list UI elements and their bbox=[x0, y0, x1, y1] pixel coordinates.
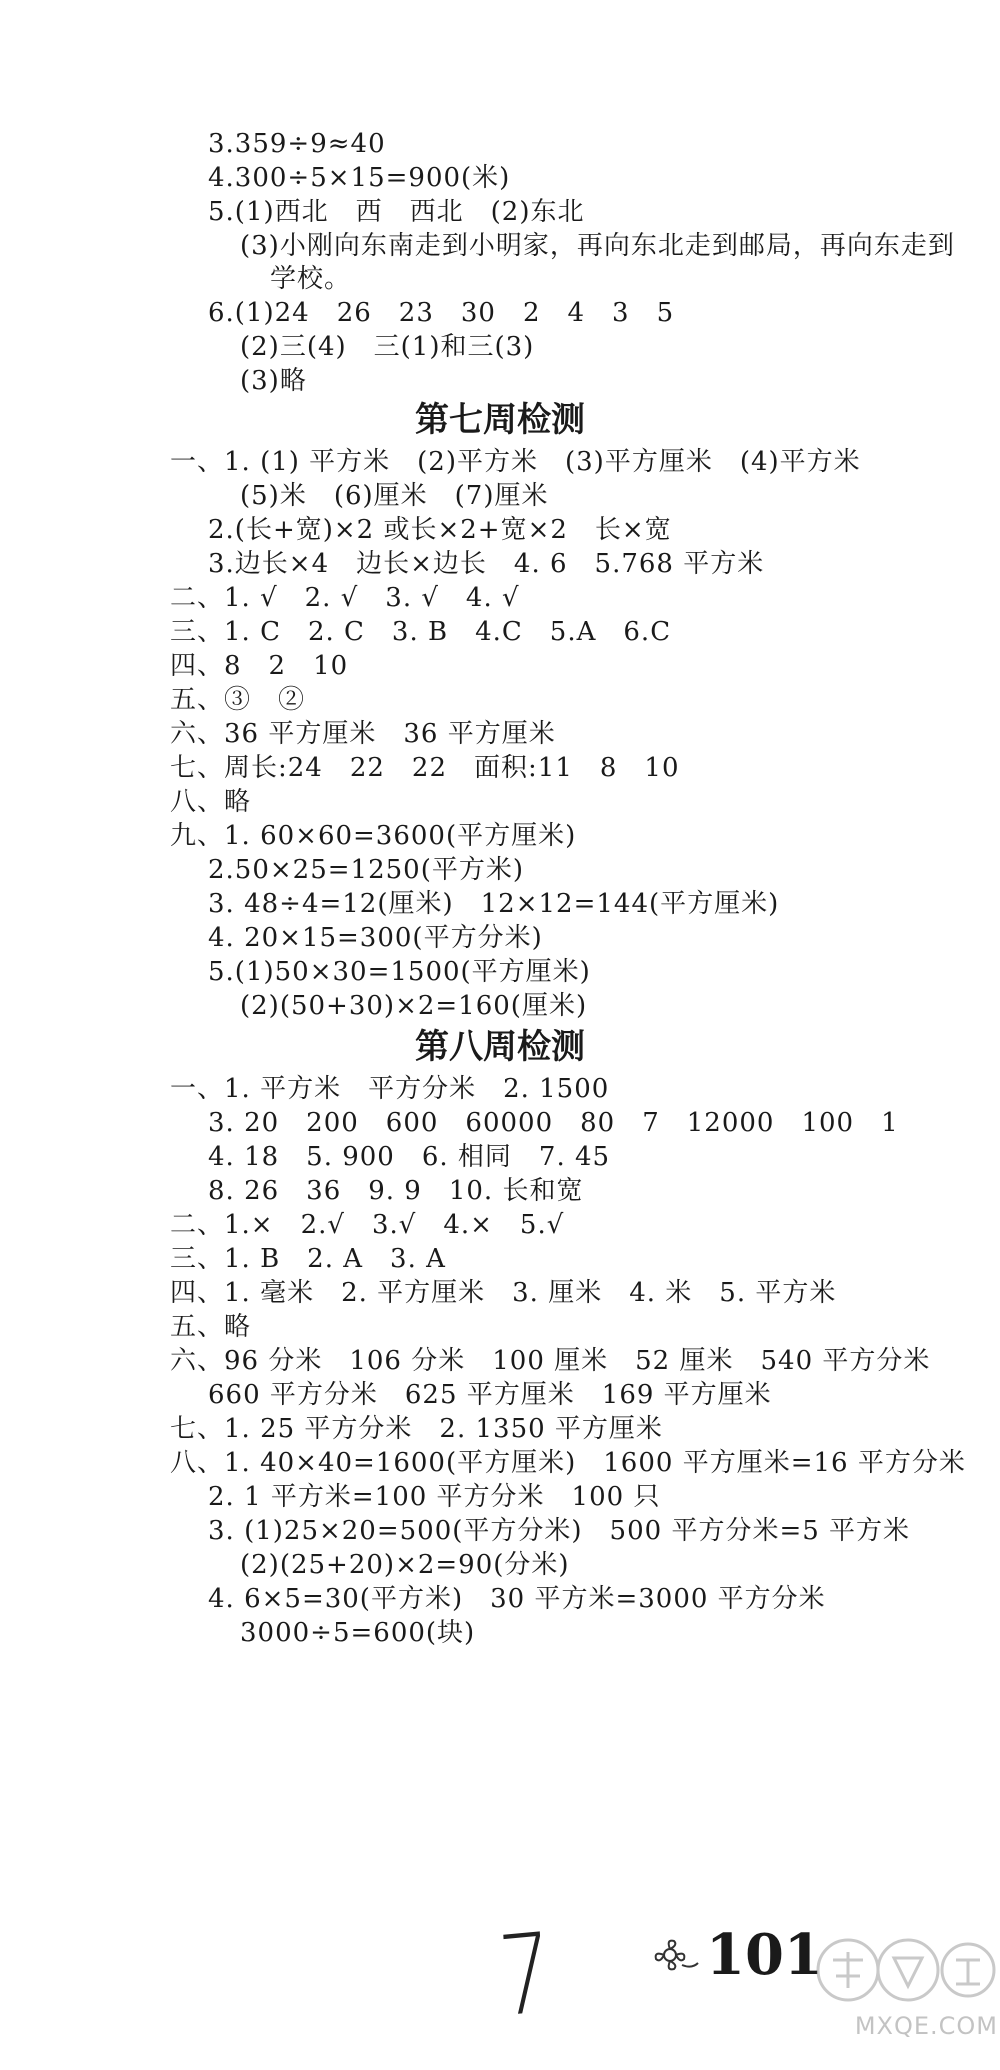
handwritten-mark: 7 bbox=[495, 1908, 555, 2042]
answer-line: 4.300÷5×15=900(米) bbox=[208, 163, 511, 193]
answer-line: 4. 20×15=300(平方分米) bbox=[208, 923, 543, 953]
answer-line: 三、1. B 2. A 3. A bbox=[170, 1244, 446, 1274]
answer-line: 二、1. √ 2. √ 3. √ 4. √ bbox=[170, 583, 520, 613]
watermark-text: MXQE.COM bbox=[854, 2012, 998, 2040]
answer-line: 6.(1)24 26 23 30 2 4 3 5 bbox=[208, 298, 675, 328]
answer-line: (2)三(4) 三(1)和三(3) bbox=[240, 332, 535, 362]
answer-line: 8. 26 36 9. 9 10. 长和宽 bbox=[208, 1176, 584, 1206]
section-title-week8: 第八周检测 bbox=[415, 1027, 585, 1067]
answer-line: 四、8 2 10 bbox=[170, 651, 349, 681]
flower-ornament-icon bbox=[652, 1935, 702, 1975]
watermark bbox=[808, 1930, 998, 2040]
answer-line: 3.359÷9≈40 bbox=[208, 129, 386, 159]
answer-line: 三、1. C 2. C 3. B 4.C 5.A 6.C bbox=[170, 617, 672, 647]
answer-line: 一、1. 平方米 平方分米 2. 1500 bbox=[170, 1074, 610, 1104]
page-number: 101 bbox=[706, 1922, 823, 1988]
answer-line: (5)米 (6)厘米 (7)厘米 bbox=[240, 481, 549, 511]
answer-line: 九、1. 60×60=3600(平方厘米) bbox=[170, 821, 577, 851]
answer-line: (2)(50+30)×2=160(厘米) bbox=[240, 991, 588, 1021]
answer-line: 5.(1)50×30=1500(平方厘米) bbox=[208, 957, 591, 987]
answer-line: (3)小刚向东南走到小明家，再向东北走到邮局，再向东走到 bbox=[240, 231, 955, 261]
answer-line: 八、1. 40×40=1600(平方厘米) 1600 平方厘米=16 平方分米 bbox=[170, 1448, 966, 1478]
answer-line: 五、略 bbox=[170, 1312, 252, 1342]
answer-line: 四、1. 毫米 2. 平方厘米 3. 厘米 4. 米 5. 平方米 bbox=[170, 1278, 837, 1308]
answer-line: 二、1.× 2.√ 3.√ 4.× 5.√ bbox=[170, 1210, 565, 1240]
answer-line: 六、96 分米 106 分米 100 厘米 52 厘米 540 平方分米 bbox=[170, 1346, 931, 1376]
answer-line: 3.边长×4 边长×边长 4. 6 5.768 平方米 bbox=[208, 549, 765, 579]
answer-line: 3000÷5=600(块) bbox=[240, 1618, 476, 1648]
answer-line: 七、1. 25 平方分米 2. 1350 平方厘米 bbox=[170, 1414, 663, 1444]
answer-line: 5.(1)西北 西 西北 (2)东北 bbox=[208, 197, 585, 227]
answer-line: 八、略 bbox=[170, 787, 252, 817]
answer-line: (3)略 bbox=[240, 366, 307, 396]
answer-line: 2.(长+宽)×2 或长×2+宽×2 长×宽 bbox=[208, 515, 672, 545]
watermark-logo-icon bbox=[808, 1930, 998, 2010]
answer-line: 660 平方分米 625 平方厘米 169 平方厘米 bbox=[208, 1380, 772, 1410]
answer-line: 3. 20 200 600 60000 80 7 12000 100 1 bbox=[208, 1108, 899, 1138]
answer-line: 2. 1 平方米=100 平方分米 100 只 bbox=[208, 1482, 661, 1512]
answer-line: 2.50×25=1250(平方米) bbox=[208, 855, 525, 885]
answer-line: 六、36 平方厘米 36 平方厘米 bbox=[170, 719, 556, 749]
answer-line: 4. 18 5. 900 6. 相同 7. 45 bbox=[208, 1142, 611, 1172]
answer-line: (2)(25+20)×2=90(分米) bbox=[240, 1550, 570, 1580]
answer-line: 3. 48÷4=12(厘米) 12×12=144(平方厘米) bbox=[208, 889, 780, 919]
answer-line: 一、1. (1) 平方米 (2)平方米 (3)平方厘米 (4)平方米 bbox=[170, 447, 861, 477]
answer-line: 五、③ ② bbox=[170, 685, 306, 715]
section-title-week7: 第七周检测 bbox=[415, 400, 585, 440]
answer-line: 七、周长:24 22 22 面积:11 8 10 bbox=[170, 753, 680, 783]
answer-line: 3. (1)25×20=500(平方分米) 500 平方分米=5 平方米 bbox=[208, 1516, 911, 1546]
answer-line: 学校。 bbox=[270, 264, 352, 294]
answer-line: 4. 6×5=30(平方米) 30 平方米=3000 平方分米 bbox=[208, 1584, 826, 1614]
